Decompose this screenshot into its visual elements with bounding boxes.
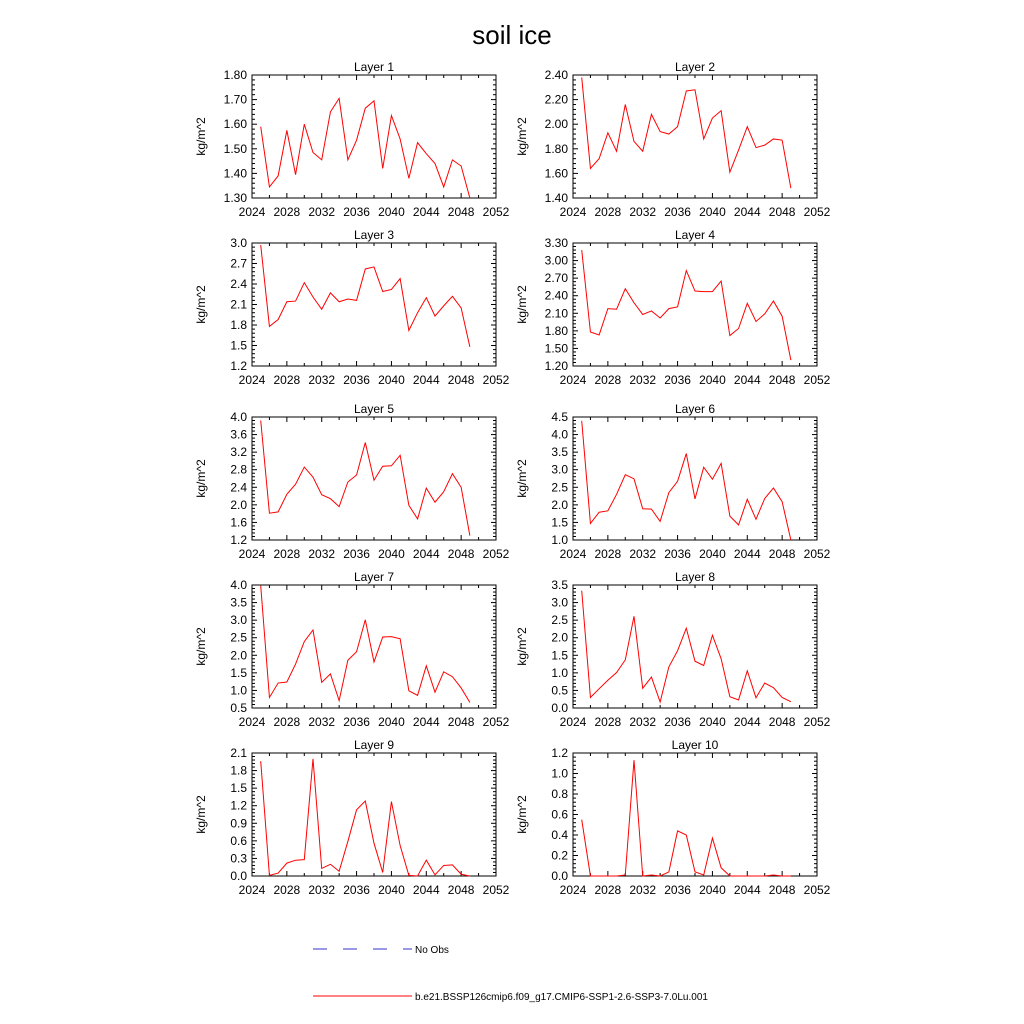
x-tick-label: 2044: [733, 547, 761, 561]
x-tick-label: 2044: [412, 547, 440, 561]
x-tick-label: 2036: [664, 205, 691, 219]
x-tick-label: 2052: [482, 205, 510, 219]
y-tick-label: 1.0: [551, 665, 568, 680]
x-tick-label: 2028: [273, 715, 301, 729]
y-tick-label: 0.8: [551, 787, 568, 801]
x-tick-label: 2048: [768, 373, 796, 387]
series-line-layer-9: [261, 759, 470, 876]
x-tick-label: 2036: [343, 205, 370, 219]
y-tick-label: 1.50: [223, 141, 247, 156]
panel-title: Layer 9: [353, 738, 395, 752]
y-tick-label: 1.80: [544, 323, 568, 338]
y-tick-label: 2.00: [544, 117, 568, 132]
x-tick-label: 2048: [768, 547, 796, 561]
x-tick-label: 2024: [559, 547, 587, 561]
x-tick-label: 2048: [447, 205, 475, 219]
y-tick-label: 3.5: [551, 578, 568, 592]
y-tick-label: 3.0: [230, 236, 247, 250]
x-tick-label: 2036: [343, 883, 370, 897]
x-tick-label: 2032: [629, 373, 657, 387]
y-tick-label: 1.0: [230, 683, 247, 698]
series-line-layer-10: [582, 760, 791, 876]
x-tick-label: 2040: [378, 883, 405, 897]
x-tick-label: 2040: [378, 205, 405, 219]
chart-panel-layer-7: [194, 570, 510, 729]
y-tick-label: 0.6: [551, 807, 568, 822]
chart-panel-layer-10: [515, 738, 831, 897]
y-axis-label: kg/m^2: [194, 285, 208, 324]
y-tick-label: 2.4: [230, 277, 247, 291]
x-tick-label: 2036: [343, 547, 370, 561]
plot-frame: [252, 243, 496, 366]
y-axis-label: kg/m^2: [515, 117, 529, 156]
x-tick-label: 2052: [482, 373, 510, 387]
y-tick-label: 3.5: [551, 445, 568, 460]
panel-title: Layer 10: [671, 738, 719, 752]
y-axis-label: kg/m^2: [194, 117, 208, 156]
y-tick-label: 1.50: [544, 341, 568, 356]
y-tick-label: 2.40: [544, 68, 568, 82]
x-tick-label: 2052: [482, 883, 510, 897]
x-tick-label: 2032: [308, 715, 336, 729]
panel-title: Layer 4: [674, 228, 716, 242]
plot-frame: [573, 753, 817, 876]
y-tick-label: 1.5: [230, 665, 247, 680]
y-tick-label: 1.70: [223, 92, 247, 107]
y-tick-label: 2.7: [230, 256, 247, 271]
y-tick-label: 1.2: [230, 359, 247, 373]
y-axis-label: kg/m^2: [515, 459, 529, 498]
y-tick-label: 3.6: [230, 427, 247, 442]
y-tick-label: 2.1: [230, 297, 247, 312]
y-tick-label: 0.0: [551, 869, 568, 883]
series-line-layer-8: [582, 591, 791, 702]
panel-title: Layer 3: [353, 228, 395, 242]
x-tick-label: 2052: [803, 547, 831, 561]
plot-frame: [573, 417, 817, 540]
x-tick-label: 2040: [699, 715, 726, 729]
x-tick-label: 2032: [308, 883, 336, 897]
x-tick-label: 2048: [768, 715, 796, 729]
y-tick-label: 0.0: [230, 869, 247, 883]
x-tick-label: 2028: [273, 883, 301, 897]
y-tick-label: 0.4: [551, 828, 568, 842]
y-tick-label: 2.0: [230, 648, 247, 663]
y-tick-label: 2.8: [230, 462, 247, 477]
x-tick-label: 2048: [768, 205, 796, 219]
x-tick-label: 2028: [594, 547, 622, 561]
y-tick-label: 0.9: [230, 816, 247, 831]
y-tick-label: 2.5: [551, 613, 568, 628]
series-line-layer-2: [582, 77, 791, 188]
x-tick-label: 2048: [447, 547, 475, 561]
y-tick-label: 1.5: [551, 515, 568, 530]
x-tick-label: 2044: [733, 205, 761, 219]
x-tick-label: 2048: [768, 883, 796, 897]
y-tick-label: 2.0: [551, 630, 568, 645]
y-tick-label: 1.40: [223, 166, 247, 181]
chart-panel-layer-5: [194, 402, 510, 561]
x-tick-label: 2044: [733, 883, 761, 897]
y-tick-label: 0.6: [230, 833, 247, 848]
y-tick-label: 0.5: [551, 683, 568, 698]
x-tick-label: 2040: [699, 205, 726, 219]
y-tick-label: 1.8: [230, 318, 247, 332]
x-tick-label: 2032: [308, 373, 336, 387]
x-tick-label: 2052: [803, 883, 831, 897]
y-tick-label: 1.0: [551, 533, 568, 547]
x-tick-label: 2032: [629, 205, 657, 219]
x-tick-label: 2036: [664, 883, 691, 897]
y-tick-label: 2.0: [551, 497, 568, 512]
y-tick-label: 2.4: [230, 480, 247, 495]
x-tick-label: 2028: [594, 205, 622, 219]
series-line-layer-5: [261, 421, 470, 536]
x-tick-label: 2024: [238, 715, 266, 729]
y-tick-label: 3.0: [551, 462, 568, 477]
y-axis-label: kg/m^2: [515, 285, 529, 324]
y-tick-label: 1.80: [544, 141, 568, 156]
y-axis-label: kg/m^2: [515, 627, 529, 666]
x-tick-label: 2024: [238, 547, 266, 561]
y-axis-label: kg/m^2: [194, 627, 208, 666]
x-tick-label: 2044: [733, 715, 761, 729]
x-tick-label: 2024: [559, 373, 587, 387]
chart-panel-layer-2: [515, 60, 831, 219]
y-tick-label: 3.0: [551, 595, 568, 610]
y-tick-label: 1.8: [230, 763, 247, 778]
series-line-layer-7: [261, 586, 470, 703]
series-line-layer-3: [261, 245, 470, 347]
y-tick-label: 1.30: [223, 191, 247, 205]
x-tick-label: 2044: [733, 373, 761, 387]
x-tick-label: 2024: [559, 205, 587, 219]
y-tick-label: 3.0: [230, 613, 247, 628]
x-tick-label: 2040: [699, 883, 726, 897]
x-tick-label: 2044: [412, 883, 440, 897]
x-tick-label: 2028: [273, 205, 301, 219]
y-tick-label: 2.5: [551, 480, 568, 495]
x-tick-label: 2024: [559, 715, 587, 729]
panel-title: Layer 2: [674, 60, 716, 74]
panel-title: Layer 1: [353, 60, 395, 74]
y-tick-label: 2.10: [544, 306, 568, 321]
x-tick-label: 2036: [664, 715, 691, 729]
y-tick-label: 2.5: [230, 630, 247, 645]
plot-frame: [252, 585, 496, 708]
chart-panel-layer-3: [194, 228, 510, 387]
y-tick-label: 1.5: [230, 338, 247, 353]
chart-panel-layer-8: [515, 570, 831, 729]
series-line-layer-6: [582, 421, 791, 540]
y-axis-label: kg/m^2: [194, 459, 208, 498]
x-tick-label: 2052: [803, 373, 831, 387]
y-tick-label: 4.0: [230, 410, 247, 424]
x-tick-label: 2032: [629, 883, 657, 897]
x-tick-label: 2040: [378, 373, 405, 387]
plot-frame: [573, 585, 817, 708]
panel-title: Layer 6: [674, 402, 716, 416]
y-tick-label: 1.20: [544, 359, 568, 373]
x-tick-label: 2040: [699, 547, 726, 561]
x-tick-label: 2032: [629, 547, 657, 561]
x-tick-label: 2024: [238, 373, 266, 387]
y-tick-label: 1.5: [230, 781, 247, 796]
y-tick-label: 3.30: [544, 236, 568, 250]
x-tick-label: 2044: [412, 205, 440, 219]
panel-title: Layer 7: [353, 570, 395, 584]
x-tick-label: 2028: [594, 883, 622, 897]
plot-frame: [252, 75, 496, 198]
y-tick-label: 1.5: [551, 648, 568, 663]
legend: [313, 945, 708, 1003]
y-tick-label: 1.0: [551, 766, 568, 781]
y-tick-label: 3.2: [230, 445, 247, 460]
x-tick-label: 2052: [803, 205, 831, 219]
chart-panel-layer-1: [194, 60, 510, 219]
legend-no-obs-label: No Obs: [415, 945, 449, 956]
chart-panel-layer-6: [515, 402, 831, 561]
y-tick-label: 1.2: [230, 798, 247, 813]
x-tick-label: 2040: [378, 715, 405, 729]
chart-panel-layer-4: [515, 228, 831, 387]
panels: [194, 60, 831, 897]
y-tick-label: 0.2: [551, 848, 568, 863]
y-tick-label: 4.5: [551, 410, 568, 424]
plot-frame: [573, 243, 817, 366]
panel-title: Layer 8: [674, 570, 716, 584]
y-tick-label: 1.60: [223, 117, 247, 132]
y-tick-label: 2.0: [230, 497, 247, 512]
y-tick-label: 2.40: [544, 288, 568, 303]
y-axis-label: kg/m^2: [194, 795, 208, 834]
y-tick-label: 2.1: [230, 746, 247, 760]
x-tick-label: 2044: [412, 715, 440, 729]
legend-model-label: b.e21.BSSP126cmip6.f09_g17.CMIP6-SSP1-2.6-SSP3-7.0Lu.001: [415, 992, 708, 1003]
x-tick-label: 2052: [803, 715, 831, 729]
y-tick-label: 1.40: [544, 191, 568, 205]
x-tick-label: 2052: [482, 547, 510, 561]
x-tick-label: 2040: [699, 373, 726, 387]
x-tick-label: 2024: [238, 883, 266, 897]
x-tick-label: 2044: [412, 373, 440, 387]
y-tick-label: 2.20: [544, 92, 568, 107]
series-line-layer-4: [582, 250, 791, 360]
x-tick-label: 2028: [273, 373, 301, 387]
x-tick-label: 2048: [447, 715, 475, 729]
x-tick-label: 2036: [664, 547, 691, 561]
y-tick-label: 1.60: [544, 166, 568, 181]
x-tick-label: 2028: [594, 715, 622, 729]
plot-frame: [252, 753, 496, 876]
x-tick-label: 2032: [308, 205, 336, 219]
y-tick-label: 1.6: [230, 515, 247, 530]
y-tick-label: 4.0: [551, 427, 568, 442]
x-tick-label: 2036: [343, 715, 370, 729]
x-tick-label: 2036: [664, 373, 691, 387]
chart-panel-layer-9: [194, 738, 510, 897]
figure-title: soil ice: [472, 20, 552, 50]
x-tick-label: 2052: [482, 715, 510, 729]
y-axis-label: kg/m^2: [515, 795, 529, 834]
y-tick-label: 4.0: [230, 578, 247, 592]
series-line-layer-1: [261, 98, 470, 198]
y-tick-label: 0.0: [551, 701, 568, 715]
y-tick-label: 0.3: [230, 851, 247, 866]
x-tick-label: 2028: [594, 373, 622, 387]
y-tick-label: 1.80: [223, 68, 247, 82]
y-tick-label: 3.00: [544, 253, 568, 268]
panel-title: Layer 5: [353, 402, 395, 416]
y-tick-label: 1.2: [230, 533, 247, 547]
x-tick-label: 2024: [559, 883, 587, 897]
x-tick-label: 2048: [447, 883, 475, 897]
x-tick-label: 2040: [378, 547, 405, 561]
x-tick-label: 2048: [447, 373, 475, 387]
y-tick-label: 1.2: [551, 746, 568, 760]
y-tick-label: 3.5: [230, 595, 247, 610]
y-tick-label: 2.70: [544, 271, 568, 286]
x-tick-label: 2036: [343, 373, 370, 387]
y-tick-label: 0.5: [230, 701, 247, 715]
x-tick-label: 2032: [308, 547, 336, 561]
x-tick-label: 2032: [629, 715, 657, 729]
x-tick-label: 2024: [238, 205, 266, 219]
x-tick-label: 2028: [273, 547, 301, 561]
